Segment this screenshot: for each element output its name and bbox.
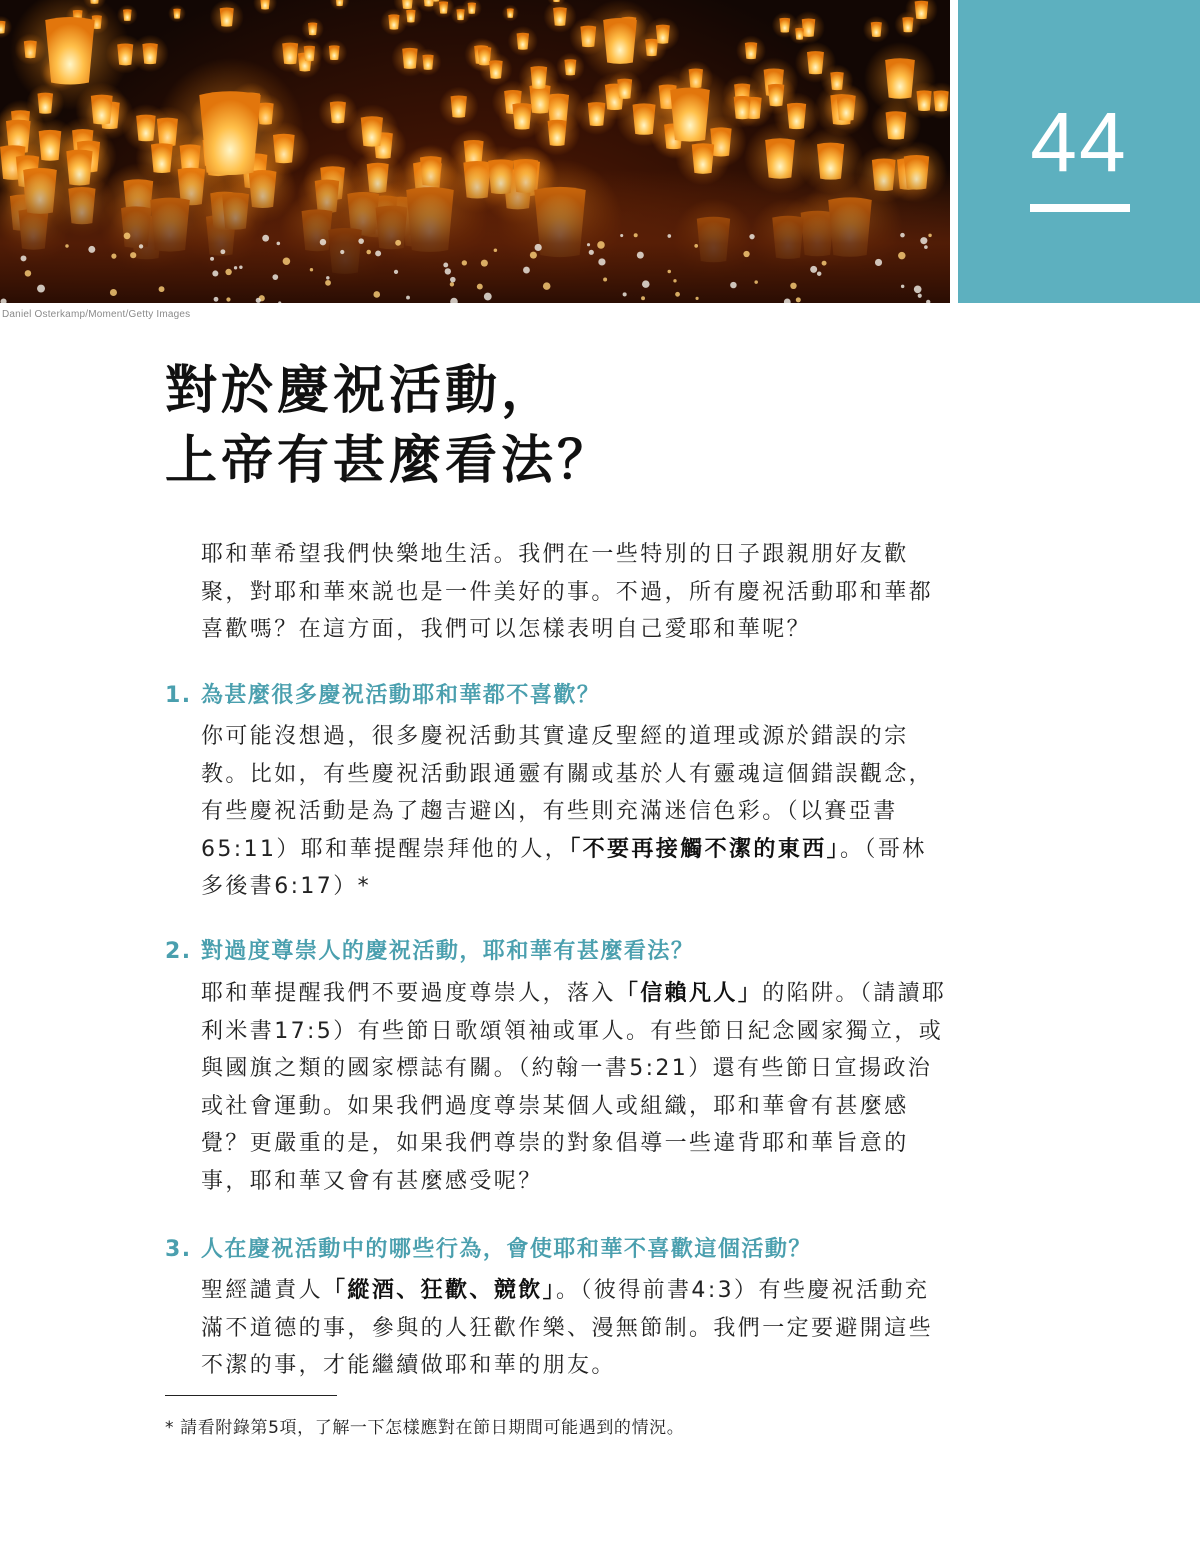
crowd-light (749, 234, 754, 239)
answer-3-rest: 。（彼得前書4:3）有些慶祝活動充滿不道德的事，參與的人狂歡作樂、漫無節制。我們一定要避開這些不潔的事，才能繼續做耶和華的朋友。 (201, 1278, 934, 1378)
crowd-light (21, 255, 27, 261)
crowd-light (898, 252, 905, 259)
crowd-light (695, 297, 698, 300)
answer-3 (201, 1272, 951, 1385)
crowd-light (272, 274, 278, 280)
crowd-light (790, 283, 796, 289)
crowd-light (462, 260, 467, 265)
crowd-light (88, 246, 95, 253)
crowd-light (597, 241, 605, 249)
crowd-light (124, 233, 131, 240)
crowd-light (366, 250, 371, 255)
crowd-light (587, 243, 590, 246)
crowd-light (637, 252, 644, 259)
crowd-light (375, 250, 381, 256)
crowd-light (130, 252, 136, 258)
crowd-light (668, 270, 671, 273)
lantern-148 (864, 42, 936, 114)
crowd-light (673, 279, 676, 282)
crowd-light (810, 266, 817, 273)
lantern-14 (210, 0, 244, 34)
crowd-light (373, 291, 380, 298)
answer-1-text: 你可能沒想過，很多慶祝活動其實違反聖經的道理或源於錯誤的宗教。比如，有些慶祝活動跟通靈有關或基於人有靈魂這個錯誤觀念，有些慶祝活動是為了趨吉避凶，有些則充滿迷信色彩。（以賽亞書65:11）耶和華提醒崇拜他的人， (201, 724, 934, 862)
crowd-light (256, 298, 261, 303)
crowd-light (320, 239, 326, 245)
footnote: * 請看附錄第5項，了解一下怎樣應對在節日期間可能遇到的情況。 (165, 1418, 685, 1438)
crowd-light (667, 234, 671, 238)
crowd-light (620, 234, 623, 237)
crowd-light (543, 282, 551, 290)
crowd-light (139, 244, 143, 248)
lantern-illustration (0, 0, 950, 303)
footnote-divider (165, 1395, 337, 1396)
answer-3-quote: 「縱酒、狂歡、競飲」 (323, 1278, 557, 1303)
crowd-light (634, 233, 638, 237)
crowd-light (730, 282, 736, 288)
crowd-light (226, 297, 230, 301)
crowd-light (277, 242, 281, 246)
page-title-line-1: 對於慶祝活動， (165, 361, 558, 421)
hero-photo (0, 0, 950, 303)
crowd-light (310, 268, 313, 271)
crowd-light (523, 267, 530, 274)
lantern-123 (301, 17, 324, 40)
question-3: 3. 人在慶祝活動中的哪些行為，會使耶和華不喜歡這個活動？ (165, 1237, 812, 1262)
crowd-light (159, 286, 165, 292)
crowd-light (817, 271, 821, 275)
lantern-105 (479, 53, 512, 86)
crowd-light (494, 248, 498, 252)
crowd-light (914, 285, 922, 293)
lantern-145 (642, 66, 738, 162)
lantern-97 (863, 16, 890, 43)
answer-3-text: 聖經譴責人 (201, 1278, 324, 1303)
chapter-number: 44 (1030, 95, 1128, 189)
crowd-light (481, 260, 488, 267)
crowd-light (641, 296, 645, 300)
crowd-light (37, 285, 45, 293)
lantern-81 (253, 0, 277, 15)
crowd-light (598, 258, 605, 265)
lantern-38 (502, 5, 519, 22)
lantern-43 (0, 16, 12, 38)
page-title-line-2: 上帝有甚麼看法？ (165, 431, 614, 491)
lantern-137 (499, 93, 546, 140)
answer-2-text: 耶和華提醒我們不要過度尊崇人，落入 (201, 981, 616, 1006)
crowd-light (394, 270, 398, 274)
crowd-light (822, 261, 827, 266)
answer-2-quote: 「信賴凡人」 (615, 981, 763, 1006)
crowd-light (796, 297, 801, 302)
crowd-light (340, 250, 344, 254)
crowd-light (445, 268, 451, 274)
crowd-light (901, 285, 904, 288)
answer-1-quote: 「不要再接觸不潔的東西」 (569, 836, 841, 862)
crowd-light (675, 292, 680, 297)
crowd-light (875, 259, 882, 266)
lantern-150 (579, 0, 661, 81)
crowd-light (642, 280, 650, 288)
crowd-light (477, 284, 483, 290)
answer-2-rest: 的陷阱。（請讀耶利米書17:5）有些節日歌頌領袖或軍人。有些節日紀念國家獨立，或與國旗之類的國家標誌有關。（約翰一書5:21）還有些節日宣揚政治或社會運動。如果我們過度尊崇某個人或組織，耶和華會有甚麼感覺？更嚴重的是，如果我們尊崇的對象倡導一些違背耶和華旨意的事，耶和華又會有甚麼感受呢？ (201, 981, 947, 1194)
crowd-light (110, 289, 117, 296)
lantern-119 (296, 40, 323, 67)
lantern-93 (519, 57, 560, 98)
crowd-light (65, 244, 68, 247)
chapter-underline (1030, 204, 1130, 212)
lantern-112 (789, 23, 810, 44)
crowd-light (210, 257, 214, 261)
lantern-104 (439, 87, 479, 127)
crowd-light (25, 270, 32, 277)
lantern-8 (894, 11, 921, 38)
crowd-light (920, 237, 927, 244)
crowd-light (234, 266, 237, 269)
question-2: 2. 對過度尊崇人的慶祝活動，耶和華有甚麼看法？ (165, 939, 695, 964)
lantern-51 (556, 53, 585, 82)
crowd-light (530, 252, 537, 259)
lantern-9 (508, 26, 538, 56)
intro-paragraph: 耶和華希望我們快樂地生活。我們在一些特別的日子跟親朋好友歡聚，對耶和華來説也是一件美好的事。不過，所有慶祝活動耶和華都喜歡嗎？在這方面，我們可以怎樣表明自己愛耶和華呢？ (201, 542, 934, 642)
crowd-light (924, 245, 928, 249)
answer-2 (201, 975, 951, 1200)
crowd-light (326, 276, 329, 279)
crowd-light (358, 238, 364, 244)
crowd-light (450, 282, 454, 286)
crowd-light (283, 258, 291, 266)
crowd-light (220, 249, 225, 254)
crowd-light (928, 234, 931, 237)
crowd-light (484, 293, 492, 301)
crowd-light (212, 270, 218, 276)
lantern-50 (168, 5, 186, 23)
crowd-light (694, 244, 698, 248)
question-1: 1. 為甚麼很多慶祝活動耶和華都不喜歡？ (165, 683, 601, 708)
crowd-light (623, 292, 627, 296)
crowd-light (743, 251, 749, 257)
lantern-27 (330, 0, 350, 10)
crowd-light (754, 280, 757, 283)
crowd-light (450, 277, 456, 283)
crowd-light (603, 278, 607, 282)
lantern-135 (414, 49, 441, 76)
crowd-light (395, 240, 401, 246)
lantern-61 (345, 104, 399, 158)
crowd-light (406, 296, 410, 300)
crowd-light (589, 250, 594, 255)
crowd-silhouette (0, 170, 950, 303)
answer-1 (201, 718, 951, 906)
page-title (165, 356, 965, 496)
crowd-light (535, 244, 542, 251)
crowd-light (443, 263, 448, 268)
crowd-light (214, 297, 219, 302)
crowd-light (111, 254, 116, 259)
crowd-light (262, 235, 269, 242)
lantern-83 (575, 93, 618, 136)
crowd-light (900, 233, 905, 238)
lantern-126 (823, 84, 869, 130)
photo-credit: Daniel Osterkamp/Moment/Getty Images (2, 309, 191, 320)
chapter-tab (958, 0, 1200, 303)
crowd-light (225, 269, 231, 275)
crowd-light (325, 280, 331, 286)
answer-1-ref: 。（哥林多後書6:17）* (201, 836, 927, 899)
lantern-101 (321, 40, 347, 66)
crowd-light (918, 294, 922, 298)
crowd-light (239, 266, 242, 269)
